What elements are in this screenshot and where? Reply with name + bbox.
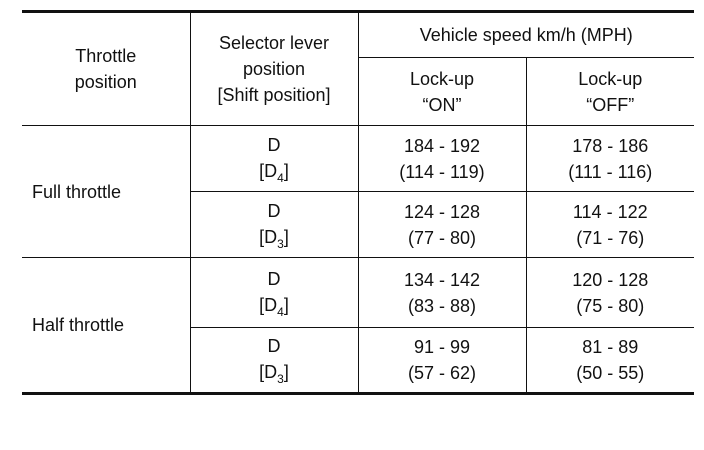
lockup-off-cell — [526, 328, 694, 394]
selector-header-line2: position — [242, 59, 306, 79]
lever-value: D — [267, 200, 281, 221]
lockup-on-cell — [358, 126, 526, 192]
speed-kmh: 184 - 192 — [403, 135, 481, 156]
selector-cell — [190, 126, 358, 192]
throttle-header-line1: Throttle — [75, 46, 137, 66]
shift-suffix: ] — [283, 226, 289, 247]
speed-kmh: 124 - 128 — [403, 201, 481, 222]
selector-lever-header — [190, 12, 358, 126]
selector-cell — [190, 192, 358, 258]
shift-subscript: 3 — [277, 236, 284, 251]
lockup-off-line1: Lock-up — [578, 68, 643, 89]
lockup-on-cell — [358, 328, 526, 394]
shift-prefix: [D — [259, 160, 278, 181]
shift-prefix: [D — [259, 294, 278, 315]
speed-kmh: 178 - 186 — [572, 135, 649, 156]
shift-prefix: [D — [259, 226, 278, 247]
lockup-on-cell — [358, 258, 526, 328]
table-row — [22, 258, 694, 328]
shift-subscript: 3 — [277, 372, 284, 386]
throttle-header-line2: position — [74, 72, 137, 92]
shift-schedule-table — [22, 10, 694, 395]
lockup-off-cell — [526, 126, 694, 192]
lever-value: D — [267, 336, 281, 356]
shift-subscript: 4 — [277, 304, 284, 319]
shift-position — [191, 292, 358, 320]
speed-mph: (57 - 62) — [407, 363, 477, 383]
selector-header-line1: Selector lever — [218, 33, 330, 53]
shift-suffix: ] — [283, 160, 289, 181]
selector-header-line3: [Shift position] — [217, 85, 331, 105]
lever-value: D — [267, 268, 281, 289]
speed-kmh: 114 - 122 — [572, 201, 648, 222]
lockup-off-header — [526, 58, 694, 126]
speed-kmh: 120 - 128 — [572, 269, 649, 290]
shift-position — [191, 158, 358, 186]
selector-cell — [190, 328, 358, 394]
speed-kmh: 91 - 99 — [413, 337, 471, 357]
speed-kmh: 81 - 89 — [582, 337, 639, 357]
lockup-off-line2: “OFF” — [586, 94, 635, 115]
speed-mph: (111 - 116) — [568, 161, 653, 182]
selector-cell — [190, 258, 358, 328]
speed-mph: (75 - 80) — [576, 295, 645, 316]
lockup-on-line2: “ON” — [422, 94, 462, 115]
speed-mph: (77 - 80) — [407, 227, 477, 248]
lockup-on-cell — [358, 192, 526, 258]
shift-prefix: [D — [259, 362, 278, 382]
lockup-off-cell — [526, 192, 694, 258]
shift-subscript: 4 — [277, 170, 284, 185]
table-row — [22, 126, 694, 192]
throttle-cell-half: Half throttle — [22, 258, 190, 394]
lockup-off-cell — [526, 258, 694, 328]
speed-kmh: 134 - 142 — [403, 269, 481, 290]
speed-mph: (71 - 76) — [576, 227, 645, 248]
lockup-on-line1: Lock-up — [409, 68, 475, 89]
shift-position — [191, 359, 358, 387]
throttle-cell-full: Full throttle — [22, 126, 190, 258]
throttle-position-header — [22, 12, 190, 126]
lever-value: D — [267, 134, 281, 155]
vehicle-speed-header: Vehicle speed km/h (MPH) — [358, 12, 694, 58]
shift-suffix: ] — [283, 294, 289, 315]
lockup-on-header — [358, 58, 526, 126]
shift-position — [191, 224, 358, 252]
shift-schedule-table-container — [22, 10, 694, 395]
speed-mph: (114 - 119) — [399, 161, 485, 182]
speed-mph: (50 - 55) — [576, 363, 645, 383]
shift-suffix: ] — [283, 362, 289, 382]
speed-mph: (83 - 88) — [407, 295, 477, 316]
